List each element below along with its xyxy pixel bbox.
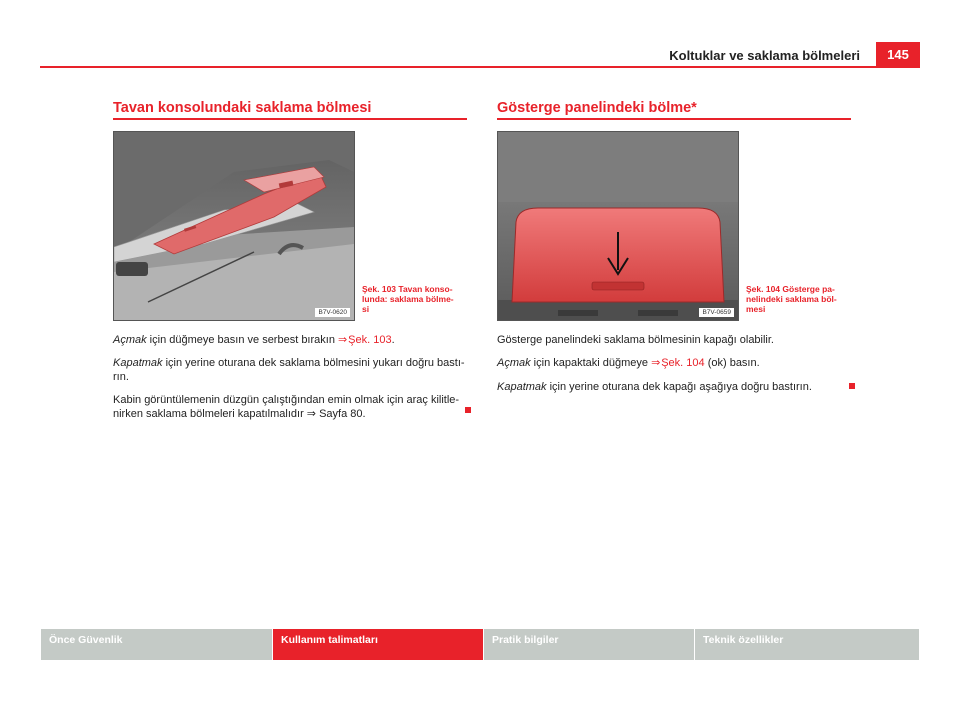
paragraph-open: Açmak için kapaktaki düğmeye ⇒ Şek. 104 (ok) basın.	[497, 357, 760, 369]
figure-caption-104: Şek. 104 Gösterge pa- nelindeki saklama böl- mesi	[746, 284, 837, 314]
figure-ceiling-console	[113, 131, 355, 321]
dashboard-compartment-illustration	[498, 132, 738, 320]
paragraph-intro: Gösterge panelindeki saklama bölmesinin kapağı olabilir.	[497, 334, 774, 346]
figure-dashboard-compartment	[497, 131, 739, 321]
paragraph-open: Açmak için düğmeye basın ve serbest bırakın ⇒ Şek. 103.	[113, 334, 395, 346]
figure-code: B7V-0620	[315, 308, 350, 317]
figure-caption-103: Şek. 103 Tavan konso- lunda: saklama bölme- si	[362, 284, 454, 314]
footer-tab-safety[interactable]: Önce Güvenlik	[41, 629, 272, 660]
footer-tab-operation[interactable]: Kullanım talimatları	[273, 629, 483, 660]
term-open: Açmak	[113, 334, 147, 346]
ceiling-console-illustration	[114, 132, 354, 320]
paragraph-close: Kapatmak için yerine oturana dek kapağı aşağıya doğru bastırın.	[497, 381, 812, 393]
running-header-title: Koltuklar ve saklama bölmeleri	[669, 48, 860, 63]
term-close: Kapatmak	[497, 381, 547, 393]
header-rule	[40, 66, 920, 68]
footer-tab-technical-data[interactable]: Teknik özellikler	[695, 629, 919, 660]
term-open: Açmak	[497, 357, 531, 369]
section-rule	[113, 118, 467, 120]
footer-tab-practical-tips[interactable]: Pratik bilgiler	[484, 629, 694, 660]
page-number: 145	[876, 42, 920, 66]
section-end-mark	[465, 407, 471, 413]
paragraph-note: Kabin görüntülemenin düzgün çalıştığından emin olmak için araç kilitle- nirken saklama bölmeleri kapatılmalıdır ⇒ Sayfa 80.	[113, 394, 460, 420]
section-end-mark	[849, 383, 855, 389]
figure-link-103[interactable]: Şek. 103	[348, 334, 392, 346]
term-close: Kapatmak	[113, 357, 163, 369]
section-title-ceiling-console: Tavan konsolundaki saklama bölmesi	[113, 100, 372, 116]
paragraph-close: Kapatmak için yerine oturana dek saklama bölmesini yukarı doğru bastı- rın.	[113, 357, 465, 383]
section-title-dashboard-compartment: Gösterge panelindeki bölme*	[497, 100, 697, 116]
section-rule	[497, 118, 851, 120]
figure-code: B7V-0659	[699, 308, 734, 317]
figure-link-104[interactable]: Şek. 104	[661, 357, 705, 369]
